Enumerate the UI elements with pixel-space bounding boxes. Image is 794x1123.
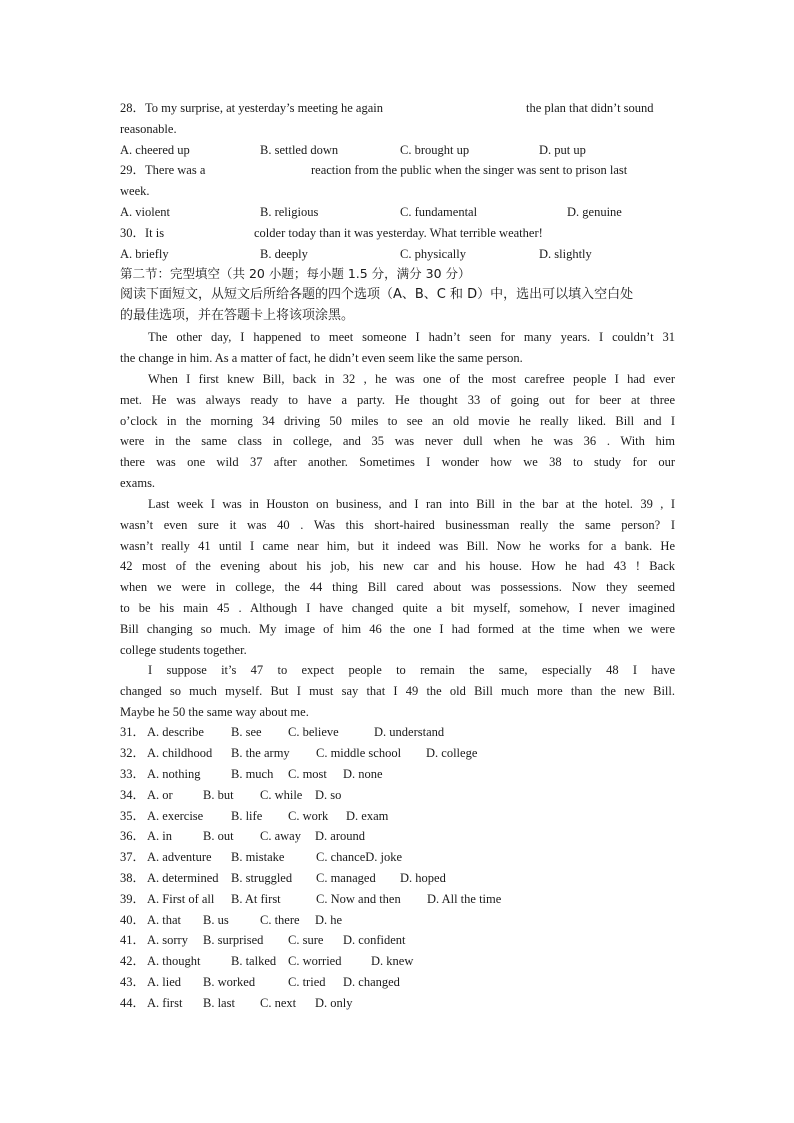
cloze-question-row — [120, 930, 675, 951]
question-29-stem: 29．There was a reaction from the public when the singer was sent to prison last — [120, 163, 628, 177]
passage-line: the change in him. As a matter of fact, he didn’t even seem like the same person. — [120, 351, 523, 365]
cloze-option-b[interactable]: B. mistake — [231, 850, 285, 864]
cloze-question-row — [120, 889, 675, 910]
option-b[interactable]: B. deeply — [260, 247, 308, 261]
cloze-option-d[interactable]: D. around — [315, 829, 365, 843]
passage-line: I suppose it’s 47 to expect people to remain the same, especially 48 I have — [148, 663, 675, 677]
cloze-question-number: 44． — [120, 996, 146, 1010]
cloze-option-a[interactable]: A. determined — [147, 871, 219, 885]
passage-line: were in the same class in college, and 35 was never dull when he was 36 . With him — [120, 434, 675, 448]
cloze-question-number: 35． — [120, 809, 146, 823]
passage-line: 42 most of the evening about his job, his new car and his house. How he had 43 ! Back — [120, 559, 675, 573]
section-title: 第二节：完型填空（共 20 小题；每小题 1.5 分，满分 30 分） — [120, 266, 471, 281]
cloze-option-b[interactable]: B. struggled — [231, 871, 293, 885]
cloze-option-d[interactable]: D. only — [315, 996, 353, 1010]
section-instruction-1: 阅读下面短文，从短文后所给各题的四个选项（A、B、C 和 D）中，选出可以填入空白处 — [120, 287, 634, 302]
passage-line: met. He was always ready to have a party. He thought 33 of going out for beer at three — [120, 393, 675, 407]
question-30-stem: 30．It is colder today than it was yesterday. What terrible weather! — [120, 226, 543, 240]
cloze-option-a[interactable]: A. exercise — [147, 809, 204, 823]
cloze-question-row — [120, 785, 675, 806]
cloze-question-number: 37． — [120, 850, 146, 864]
cloze-option-b[interactable]: B. last — [203, 996, 235, 1010]
cloze-question-number: 40． — [120, 913, 146, 927]
passage-line: exams. — [120, 476, 156, 490]
cloze-question-number: 38． — [120, 871, 146, 885]
cloze-option-b[interactable]: B. but — [203, 788, 234, 802]
option-a[interactable]: A. briefly — [120, 247, 169, 261]
cloze-question-row — [120, 951, 675, 972]
cloze-question-number: 36． — [120, 829, 146, 843]
passage-line: to be his main 45 . Although I have changed quite a bit myself, somehow, I never imagined — [120, 601, 675, 615]
cloze-option-c[interactable]: C. chanceD. joke — [316, 850, 403, 864]
cloze-question-row — [120, 972, 675, 993]
cloze-question-row — [120, 743, 675, 764]
cloze-question-row — [120, 868, 675, 889]
cloze-option-d[interactable]: D. he — [315, 913, 343, 927]
option-d[interactable]: D. put up — [539, 143, 586, 157]
cloze-option-c[interactable]: C. Now and then — [316, 892, 401, 906]
cloze-option-c[interactable]: C. while — [260, 788, 303, 802]
cloze-option-c[interactable]: C. next — [260, 996, 297, 1010]
cloze-option-d[interactable]: D. so — [315, 788, 342, 802]
cloze-option-c[interactable]: C. believe — [288, 725, 339, 739]
passage-line: changed so much myself. But I must say that I 49 the old Bill much more than the new Bill. — [120, 684, 675, 698]
cloze-option-b[interactable]: B. surprised — [203, 933, 264, 947]
question-29-stem-cont: week. — [120, 184, 150, 198]
cloze-option-a[interactable]: A. in — [147, 829, 172, 843]
cloze-option-c[interactable]: C. there — [260, 913, 300, 927]
cloze-question-number: 42． — [120, 954, 146, 968]
cloze-option-d[interactable]: D. understand — [374, 725, 445, 739]
cloze-option-b[interactable]: B. us — [203, 913, 229, 927]
passage-line: wasn’t even sure it was 40 . Was this short-haired businessman really the same person? I — [120, 518, 675, 532]
passage-line: Last week I was in Houston on business, and I ran into Bill in the bar at the hotel. 39 , I — [148, 497, 675, 511]
cloze-option-a[interactable]: A. First of all — [147, 892, 215, 906]
cloze-question-row — [120, 826, 675, 847]
cloze-option-d[interactable]: D. hoped — [400, 871, 446, 885]
cloze-question-row — [120, 764, 675, 785]
passage-line: Maybe he 50 the same way about me. — [120, 705, 309, 719]
cloze-option-d[interactable]: D. knew — [371, 954, 414, 968]
cloze-option-d[interactable]: D. changed — [343, 975, 400, 989]
cloze-option-c[interactable]: C. worried — [288, 954, 342, 968]
cloze-question-number: 39． — [120, 892, 146, 906]
cloze-question-row — [120, 993, 675, 1014]
option-c[interactable]: C. physically — [400, 247, 466, 261]
passage-line: wasn’t really 41 until I came near him, but it indeed was Bill. Now he works for a bank. He — [120, 539, 675, 553]
passage-line: college students together. — [120, 643, 247, 657]
question-28-stem: 28．To my surprise, at yesterday’s meeting he again the plan that didn’t sound — [120, 101, 654, 115]
section-instruction-2: 的最佳选项，并在答题卡上将该项涂黑。 — [120, 308, 355, 323]
cloze-option-b[interactable]: B. life — [231, 809, 263, 823]
cloze-option-d[interactable]: D. exam — [346, 809, 389, 823]
cloze-option-b[interactable]: B. the army — [231, 746, 290, 760]
passage-line: there was one wild 37 after another. Sometimes I wonder how we 38 to study for our — [120, 455, 675, 469]
cloze-option-c[interactable]: C. away — [260, 829, 301, 843]
cloze-question-number: 34． — [120, 788, 146, 802]
cloze-option-b[interactable]: B. see — [231, 725, 262, 739]
cloze-question-number: 31． — [120, 725, 146, 739]
option-a[interactable]: A. violent — [120, 205, 170, 219]
cloze-option-c[interactable]: C. most — [288, 767, 327, 781]
cloze-option-d[interactable]: D. none — [343, 767, 383, 781]
cloze-question-row — [120, 910, 675, 931]
cloze-question-number: 43． — [120, 975, 146, 989]
cloze-option-b[interactable]: B. out — [203, 829, 234, 843]
option-c[interactable]: C. brought up — [400, 143, 470, 157]
cloze-option-a[interactable]: A. thought — [147, 954, 201, 968]
cloze-option-c[interactable]: C. sure — [288, 933, 324, 947]
option-b[interactable]: B. settled down — [260, 143, 339, 157]
cloze-question-number: 33． — [120, 767, 146, 781]
cloze-option-c[interactable]: C. managed — [316, 871, 376, 885]
passage-line: The other day, I happened to meet someone I hadn’t seen for many years. I couldn’t 31 — [148, 330, 675, 344]
cloze-question-number: 32． — [120, 746, 146, 760]
passage-line: When I first knew Bill, back in 32 , he was one of the most carefree people I had ever — [148, 372, 675, 386]
cloze-option-b[interactable]: B. much — [231, 767, 274, 781]
cloze-question-number: 41． — [120, 933, 146, 947]
cloze-option-a[interactable]: A. lied — [147, 975, 182, 989]
option-d[interactable]: D. slightly — [539, 247, 592, 261]
cloze-option-d[interactable]: D. college — [426, 746, 478, 760]
cloze-option-d[interactable]: D. All the time — [427, 892, 502, 906]
passage-line: o’clock in the morning 34 driving 50 miles to see an old movie he really liked. Bill and I — [120, 414, 675, 428]
cloze-option-a[interactable]: A. nothing — [147, 767, 201, 781]
passage-line: Bill changing so much. My image of him 46 the one I had formed at the time when we were — [120, 622, 675, 636]
cloze-option-b[interactable]: B. worked — [203, 975, 256, 989]
cloze-option-c[interactable]: C. tried — [288, 975, 326, 989]
option-b[interactable]: B. religious — [260, 205, 319, 219]
cloze-option-a[interactable]: A. that — [147, 913, 182, 927]
cloze-option-a[interactable]: A. sorry — [147, 933, 188, 947]
cloze-option-a[interactable]: A. describe — [147, 725, 204, 739]
cloze-question-row — [120, 847, 675, 868]
cloze-question-row — [120, 806, 675, 827]
cloze-option-c[interactable]: C. middle school — [316, 746, 402, 760]
cloze-option-a[interactable]: A. first — [147, 996, 183, 1010]
cloze-option-a[interactable]: A. or — [147, 788, 173, 802]
option-c[interactable]: C. fundamental — [400, 205, 478, 219]
cloze-option-b[interactable]: B. At first — [231, 892, 281, 906]
cloze-option-b[interactable]: B. talked — [231, 954, 277, 968]
cloze-question-row — [120, 722, 675, 743]
cloze-option-c[interactable]: C. work — [288, 809, 329, 823]
passage-line: when we were in college, the 44 thing Bill cared about was possessions. Now they seemed — [120, 580, 675, 594]
question-28-stem-cont: reasonable. — [120, 122, 177, 136]
option-d[interactable]: D. genuine — [567, 205, 622, 219]
cloze-option-d[interactable]: D. confident — [343, 933, 406, 947]
cloze-option-a[interactable]: A. adventure — [147, 850, 212, 864]
cloze-option-a[interactable]: A. childhood — [147, 746, 213, 760]
option-a[interactable]: A. cheered up — [120, 143, 190, 157]
